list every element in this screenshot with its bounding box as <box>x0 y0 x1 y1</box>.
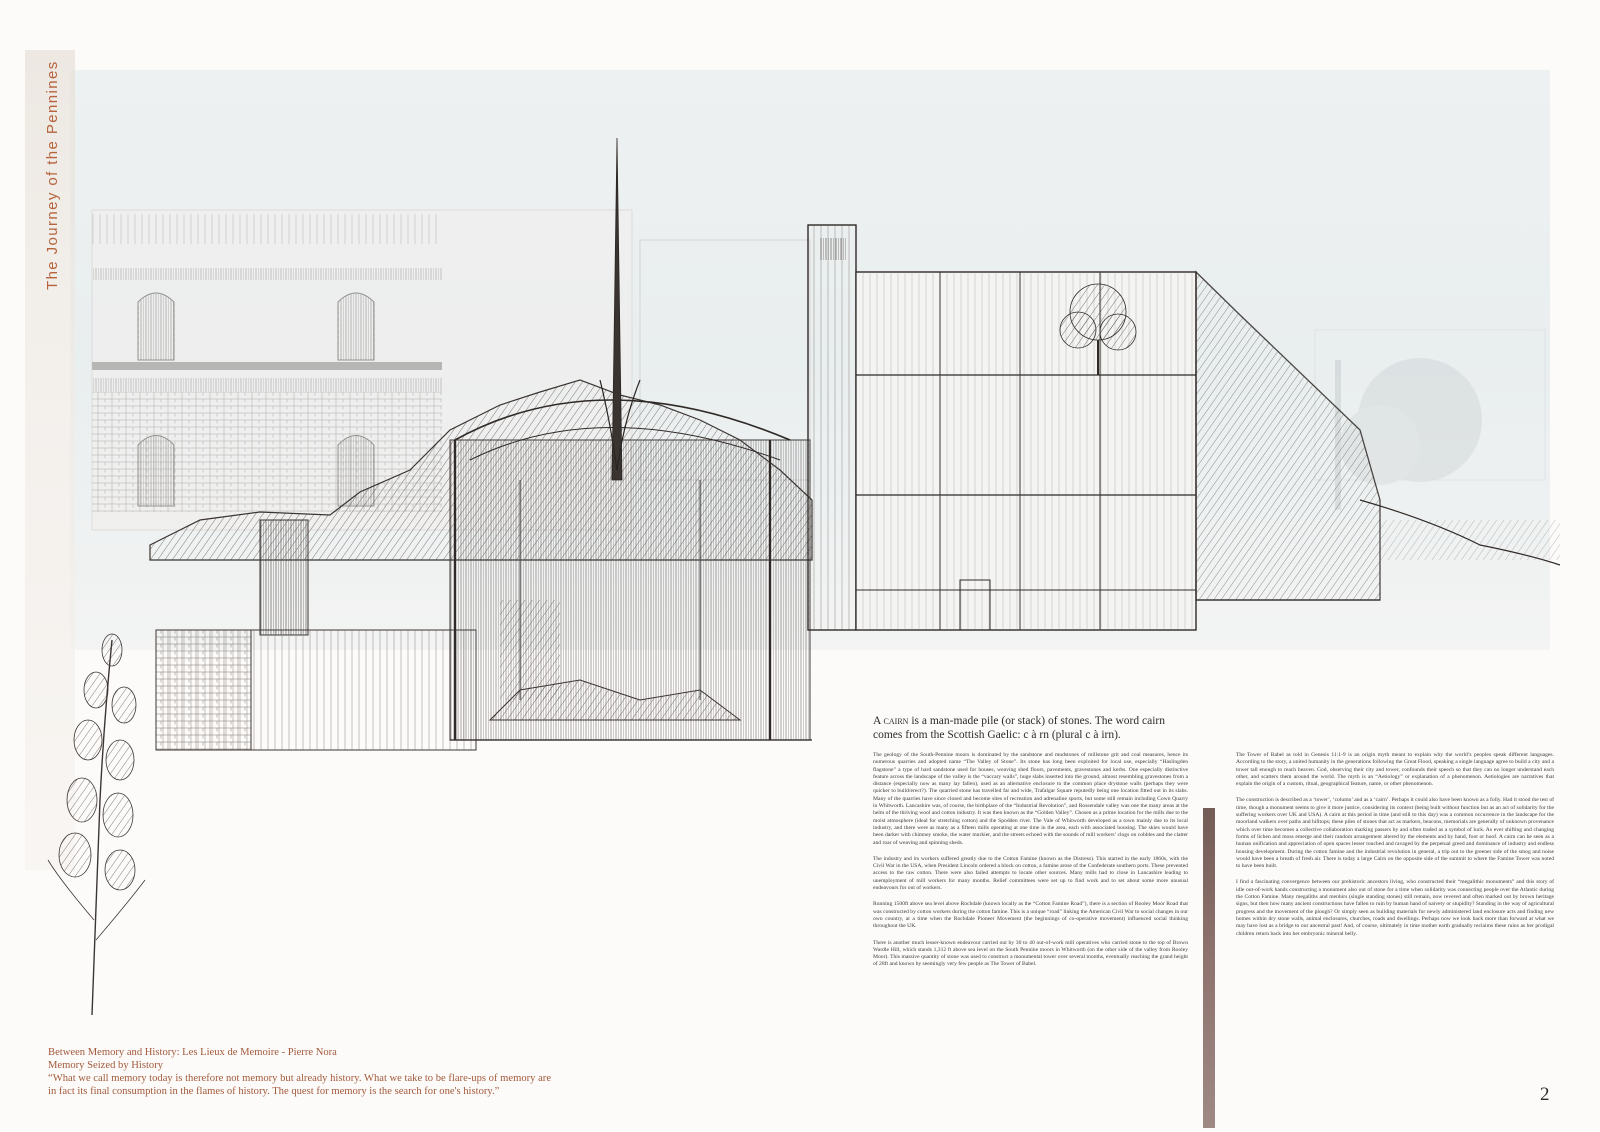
quote-line-2: in fact its final consumption in the flames of history. The quest for memory is the search for one's history.” <box>48 1086 500 1097</box>
cairn-rest: is a man-made pile (or stack) of stones. The word cairn comes from the Scottish Gaelic: c à rn (plural c à irn). <box>873 715 1165 741</box>
cairn-definition <box>873 714 1193 742</box>
page-number: 2 <box>1540 1084 1550 1105</box>
quote-block <box>48 1046 568 1098</box>
cairn-lead: A cairn <box>873 715 909 727</box>
column-left-paragraph: There is another much lesser-known endeavour carried out by 30 to 40 out-of-work mill operatives who carried stone to the top of Brown Wardle Hill, which stands 1,312 ft above sea level on the South Pennine moors in Whitworth (on the other side of the valley from Rooley Moor). This massive quantity of stone was used to construct a monumental tower over several months, eventually reaching the grand height of 28ft and known by seemingly very few people as The Tower of Babel. <box>873 939 1188 968</box>
quote-title: Between Memory and History: Les Lieux de Memoire - Pierre Nora <box>48 1047 337 1058</box>
column-right-paragraph: I find a fascinating convergence between our prehistoric ancestors living, who constructed their “megalithic monuments” and this story of idle out-of-work hands constructing a monument also out of stone for a time when solidarity was connecting people over the Atlantic during the Cotton Famine. Many megaliths and menhirs (single standing stones) still remain, now revered and often marked out by brown heritage signs, but then how many ancient constructions have fallen to ruin by human hand of naivety or stupidity? Standing in the way of agricultural progress and the movement of the plough? Or simply seen as building materials for newly administered land enclosure acts and finding new homes within dry stone walls, animal enclosures, churches, roads and dwellings. Perhaps now we look back more than forward at what we may have lost as a bridge to our ancestral past! And, of course, ultimately in time mother earth gradually reclaims these ruins as her prodigal children return back into her embryonic mineral belly. <box>1236 879 1554 937</box>
column-right-paragraph: The construction is described as a ‘tower’, ‘column’ and as a ‘cairn’. Perhaps it could also have been known as a folly. Had it stood the test of time, though a monument seems to give it more justice, considering its context (being built without function but as an act of solidarity for the suffering workers over UK and USA). A cairn at this period in time (and still to this day) was a common occurrence in the landscape for the moorland walkers over paths and hilltops; these piles of stones that act as markers, beacons, memorials are generally of unknown provenance which over time becomes a collective collaboration marking passers by and often traded as a symbol of luck. As ever shifting and changing forms of lichen and moss emerge and their random arrangement altered by the elements and by hand, foot or hoof. A cairn can be seen as a human unification and appreciation of open spaces lesser touched and ravaged by the perpetual greed and dominance of industry and endless housing development. During the cotton famine and the industrial revolution in general, a trip out to the greener side of the smog and noise would have been a breath of fresh air. There is today a large Cairn on the opposite side of the summit to where the Famine Tower was noted to have been built. <box>1236 797 1554 870</box>
column-left <box>873 752 1188 978</box>
divider-bar <box>1203 808 1215 1128</box>
quote-line-1: “What we call memory today is therefore not memory but already history. What we take to be flare-ups of memory are <box>48 1073 552 1084</box>
quote-subtitle: Memory Seized by History <box>48 1060 164 1071</box>
column-left-paragraph: Running 1500ft above sea level above Rochdale (known locally as the “Cotton Famine Road”), there is a section of Rooley Moor Road that was constructed by cotton workers during the cotton famine. This is a unique “road” linking the American Civil War to social changes in our own country, at a time when the Rochdale Pioneer Movement (the beginnings of co-operative movement) influenced social thinking throughout the UK. <box>873 901 1188 930</box>
side-title: The Journey of the Pennines <box>44 60 61 290</box>
column-left-paragraph: The industry and its workers suffered greatly due to the Cotton Famine (known as the Distress). This started in the early 1860s, with the Civil War in the USA, when President Lincoln ordered a block on cotton, a famine arose of the Confederate southern ports. These prevented access to the raw cotton. There were also failed attempts to locate other sources. Many mills had to close in Lancashire leading to unemployment of mill workers for many months. Relief committees were set up to find work and to set about some more unusual endeavours for out of workers. <box>873 855 1188 892</box>
column-right-paragraph: The Tower of Babel as told in Genesis 11:1-9 is an origin myth meant to explain why the world’s peoples speak different languages. According to the story, a united humanity in the generations following the Great Flood, speaking a single language agree to build a city and a tower tall enough to reach heaven. God, observing their city and tower, confounds their speech so that they can no longer understand each other, and scatters them around the world. The myth is an “Aetiology” or explanation of a phenomenon. Aetiologies are narratives that explain the origin of a custom, ritual, geographical feature, name, or other phenomenon. <box>1236 752 1554 788</box>
column-left-paragraph: The geology of the South-Pennine moors is dominated by the sandstone and mudstones of millstone grit and coal measures, hence its numerous quarries and adopted name “The Valley of Stone”. Its stone has long been exploited for local use, especially “Haslingden flagstone” a type of hard sandstone used for houses, weaving shed floors, pavements, gravestones and kerbs. One especially distinctive feature across the landscape of the valley is the “vaccary walls”, huge slabs inserted into the ground, almost resembling gravestones from a distance (especially now as many lay fallen), used as an alternative enclosure to the common place drystone walls (perhaps they were quicker to build/erect?). The quarried stone has travelled far and wide, Trafalgar Square reputedly being one location fitted out in its slabs. Many of the quarries have since closed and become sites of recreation and adrenaline sports, but some still remain including Cown Quarry in Whitworth. Lancashire was, of course, the birthplace of the “Industrial Revolution”, and Rossendale valley was one the many areas at the helm of the thriving wool and cotton industry. It was then known as the “Golden Valley”. Chosen as a prime location for the mills due to the moist atmosphere (ideal for stretching cotton) and the Spodden river. The Vale of Whitworth developed as a town mainly due to its local industry, and there were as many as a fifteen mills operating at one time in the area, each with associated housing. The skies would have been darker with chimney smoke, the water murkier, and the streets echoed with the sounds of mill workers’ clogs on cobbles and the clatter and roar of weaving and spinning sheds. <box>873 752 1188 846</box>
column-right <box>1236 752 1554 947</box>
foxglove-flower-sketch <box>48 634 145 1015</box>
central-cavern <box>450 400 812 740</box>
